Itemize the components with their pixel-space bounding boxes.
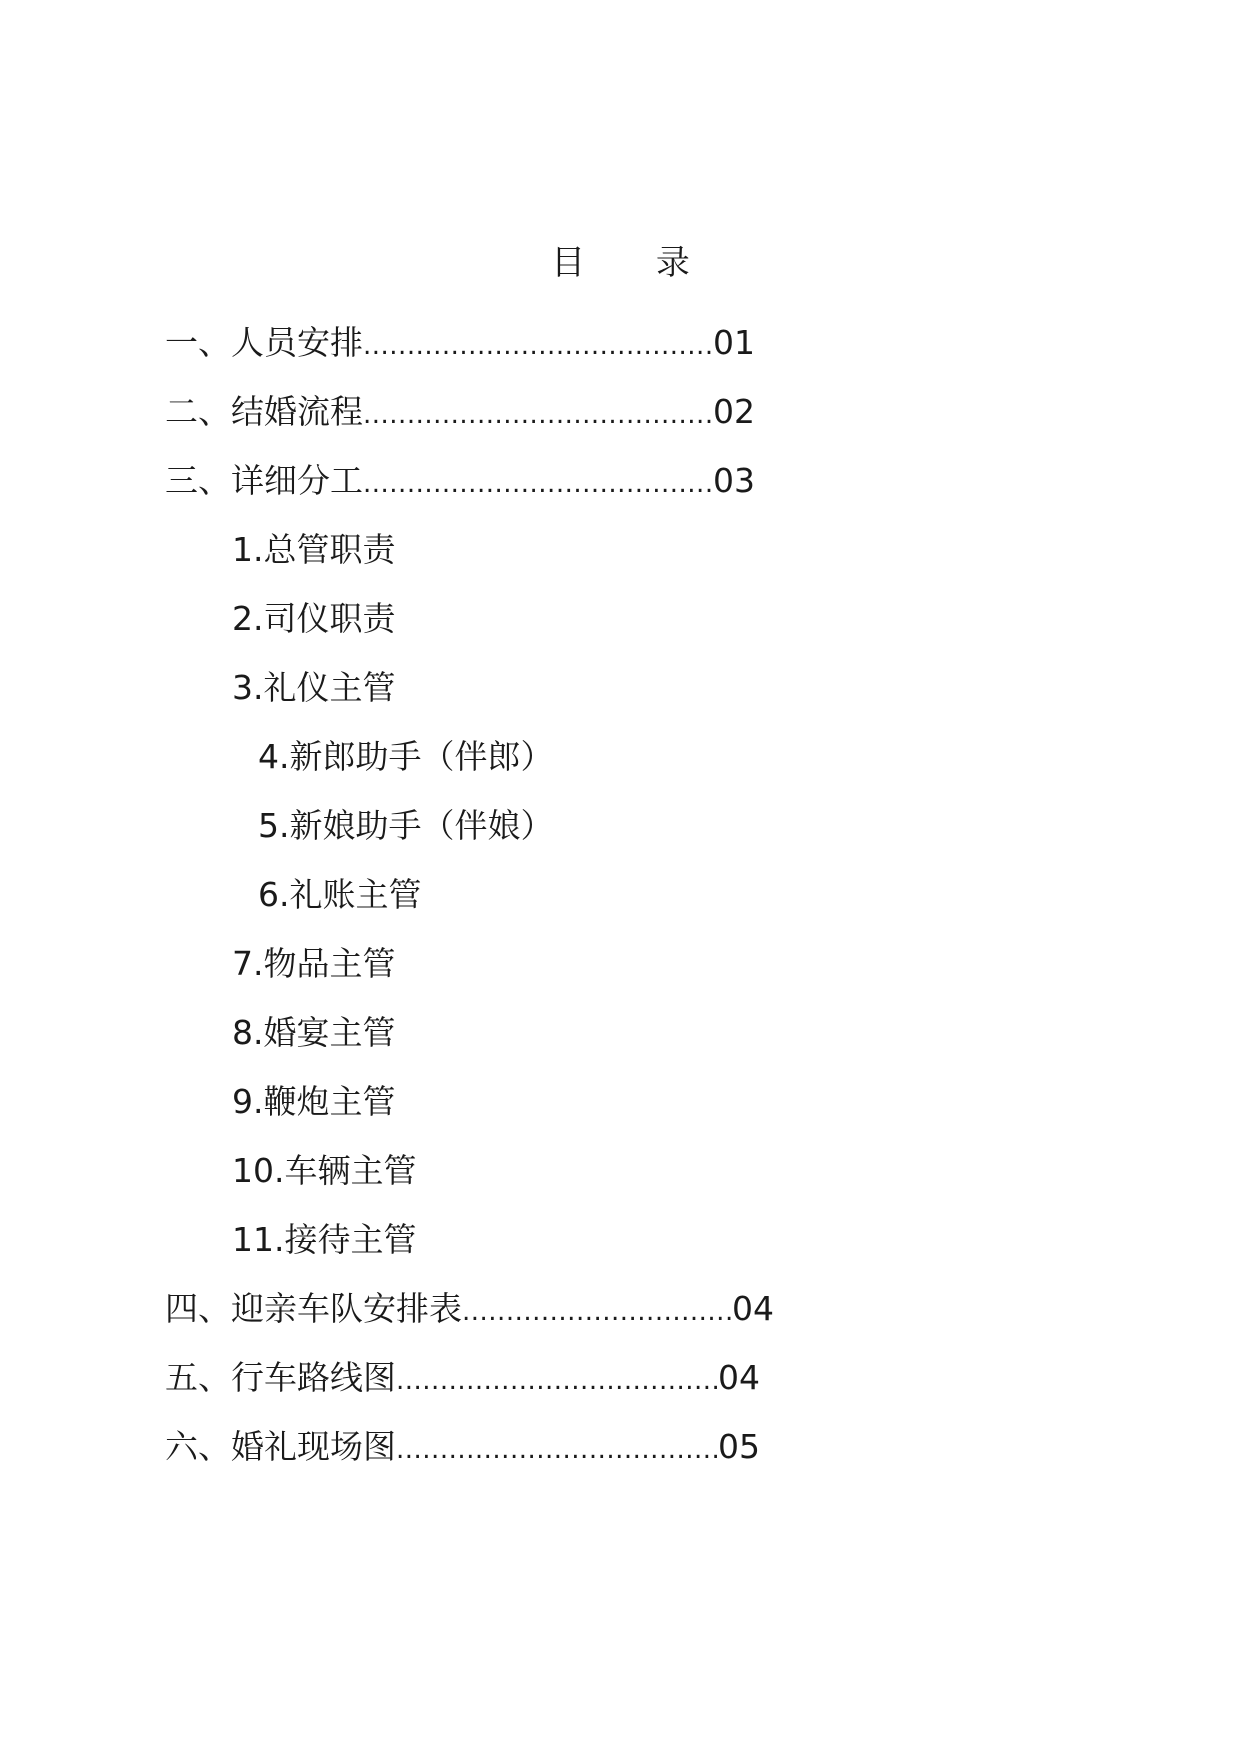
toc-entry-label: 人员安排 [231, 323, 363, 362]
toc-subentry-label: 10.车辆主管 [232, 1151, 417, 1190]
toc-entry-label: 结婚流程 [231, 392, 363, 431]
toc-subentry[interactable] [232, 525, 396, 575]
toc-subentry[interactable] [258, 732, 554, 782]
toc-entry-page: 03 [713, 461, 755, 500]
toc-subentry-label: 11.接待主管 [232, 1220, 417, 1259]
toc-subentry[interactable] [258, 801, 554, 851]
toc-entry-number: 二、 [165, 392, 231, 431]
toc-leader-dots [363, 321, 713, 371]
toc-entry[interactable] [165, 318, 755, 368]
toc-entry-number: 四、 [165, 1289, 231, 1328]
toc-subentry-label: 8.婚宴主管 [232, 1013, 396, 1052]
toc-entry-page: 05 [718, 1427, 760, 1466]
toc-entry-page: 04 [718, 1358, 760, 1397]
toc-subentry[interactable] [232, 663, 396, 713]
toc-leader-dots [363, 390, 713, 440]
toc-subentry-label: 1.总管职责 [232, 530, 396, 569]
toc-leader-dots [462, 1287, 732, 1337]
toc-subentry[interactable] [232, 594, 396, 644]
toc-entry-page: 02 [713, 392, 755, 431]
toc-subentry-label: 4.新郎助手（伴郎） [258, 737, 554, 776]
toc-entry-number: 一、 [165, 323, 231, 362]
toc-leader-dots [363, 459, 713, 509]
toc-entry-number: 六、 [165, 1427, 231, 1466]
toc-entry-page: 01 [713, 323, 755, 362]
toc-subentry[interactable] [258, 870, 422, 920]
toc-subentry[interactable] [232, 939, 396, 989]
toc-subentry-label: 3.礼仪主管 [232, 668, 396, 707]
toc-entry-page: 04 [732, 1289, 774, 1328]
toc-entry[interactable] [165, 387, 755, 437]
toc-entry[interactable] [165, 1353, 760, 1403]
toc-entry-label: 迎亲车队安排表 [231, 1289, 462, 1328]
toc-subentry[interactable] [232, 1215, 416, 1265]
toc-entry-number: 五、 [165, 1358, 231, 1397]
toc-entry-label: 详细分工 [231, 461, 363, 500]
toc-entry[interactable] [165, 1284, 774, 1334]
toc-entry[interactable] [165, 1422, 760, 1472]
toc-subentry-label: 9.鞭炮主管 [232, 1082, 396, 1121]
toc-entry[interactable] [165, 456, 755, 506]
toc-entry-number: 三、 [165, 461, 231, 500]
toc-subentry-label: 2.司仪职责 [232, 599, 396, 638]
page-title: 目 录 [551, 243, 720, 283]
toc-subentry-label: 7.物品主管 [232, 944, 396, 983]
toc-leader-dots [396, 1356, 718, 1406]
toc-entry-label: 婚礼现场图 [231, 1427, 396, 1466]
toc-leader-dots [396, 1425, 718, 1475]
toc-subentry[interactable] [232, 1008, 396, 1058]
toc-subentry-label: 6.礼账主管 [258, 875, 422, 914]
toc-subentry[interactable] [232, 1146, 416, 1196]
toc-entry-label: 行车路线图 [231, 1358, 396, 1397]
toc-subentry-label: 5.新娘助手（伴娘） [258, 806, 554, 845]
toc-subentry[interactable] [232, 1077, 396, 1127]
